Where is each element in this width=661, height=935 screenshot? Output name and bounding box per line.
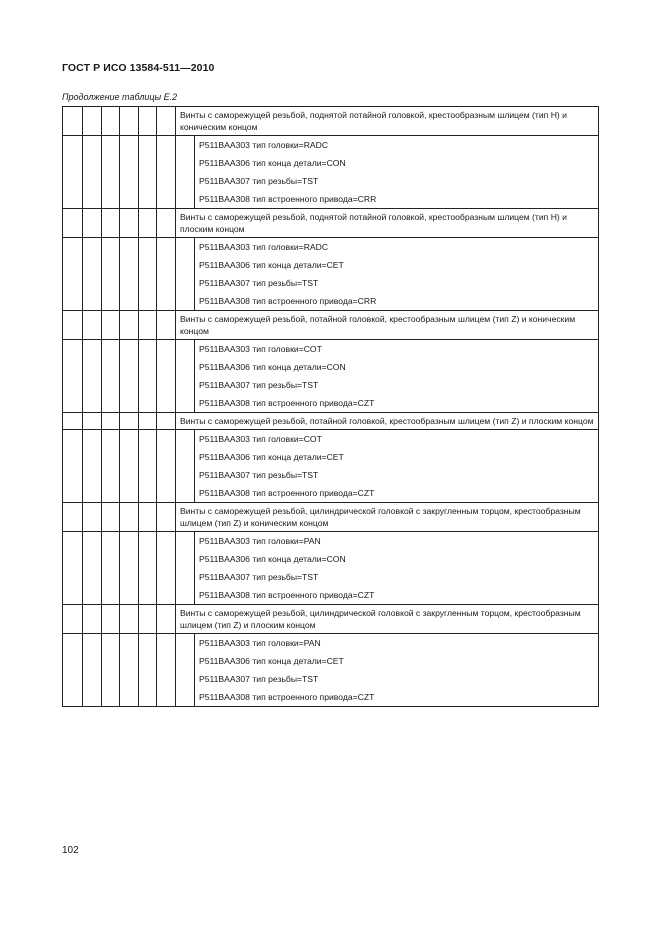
empty-cell (176, 238, 195, 311)
empty-cell (120, 107, 139, 136)
empty-cell (83, 605, 102, 634)
empty-cell (139, 503, 157, 532)
property-line: P511BAA308 тип встроенного привода=CRR (199, 296, 377, 306)
empty-cell (83, 311, 102, 340)
empty-cell (63, 311, 83, 340)
empty-cell (83, 634, 102, 707)
empty-cell (176, 634, 195, 707)
property-list (195, 238, 599, 311)
empty-cell (157, 634, 176, 707)
empty-cell (157, 340, 176, 413)
empty-cell (176, 532, 195, 605)
group-description: Винты с саморежущей резьбой, поднятой потайной головкой, крестообразным шлицем (тип H) и коническим концом (176, 107, 599, 136)
empty-cell (83, 238, 102, 311)
group-properties-row (63, 136, 599, 209)
property-line: P511BAA306 тип конца детали=CET (199, 452, 344, 462)
empty-cell (157, 311, 176, 340)
empty-cell (63, 503, 83, 532)
property-list (195, 634, 599, 707)
property-line: P511BAA308 тип встроенного привода=CZT (199, 488, 375, 498)
group-description-row (63, 107, 599, 136)
empty-cell (120, 605, 139, 634)
empty-cell (120, 413, 139, 430)
property-line: P511BAA307 тип резьбы=TST (199, 674, 319, 684)
group-description: Винты с саморежущей резьбой, поднятой потайной головкой, крестообразным шлицем (тип H) и плоским концом (176, 209, 599, 238)
empty-cell (139, 238, 157, 311)
group-properties-row (63, 634, 599, 707)
property-line: P511BAA303 тип головки=COT (199, 434, 322, 444)
group-description-row (63, 503, 599, 532)
empty-cell (120, 340, 139, 413)
property-line: P511BAA308 тип встроенного привода=CZT (199, 692, 375, 702)
property-list (195, 532, 599, 605)
empty-cell (83, 136, 102, 209)
empty-cell (63, 107, 83, 136)
group-properties-row (63, 340, 599, 413)
empty-cell (157, 136, 176, 209)
empty-cell (157, 430, 176, 503)
group-description: Винты с саморежущей резьбой, потайной головкой, крестообразным шлицем (тип Z) и коническим концом (176, 311, 599, 340)
property-list (195, 430, 599, 503)
empty-cell (63, 430, 83, 503)
empty-cell (63, 209, 83, 238)
empty-cell (63, 413, 83, 430)
empty-cell (102, 340, 120, 413)
empty-cell (157, 503, 176, 532)
property-line: P511BAA307 тип резьбы=TST (199, 380, 319, 390)
page-number: 102 (62, 845, 79, 856)
property-line: P511BAA308 тип встроенного привода=CZT (199, 398, 375, 408)
empty-cell (63, 605, 83, 634)
property-line: P511BAA307 тип резьбы=TST (199, 278, 319, 288)
property-list (195, 136, 599, 209)
empty-cell (83, 430, 102, 503)
empty-cell (157, 413, 176, 430)
specification-table (62, 106, 599, 707)
empty-cell (139, 634, 157, 707)
empty-cell (63, 340, 83, 413)
empty-cell (102, 634, 120, 707)
property-line: P511BAA303 тип головки=COT (199, 344, 322, 354)
empty-cell (120, 532, 139, 605)
property-line: P511BAA303 тип головки=PAN (199, 536, 321, 546)
property-line: P511BAA303 тип головки=RADC (199, 242, 329, 252)
empty-cell (176, 340, 195, 413)
empty-cell (139, 532, 157, 605)
empty-cell (120, 430, 139, 503)
group-description: Винты с саморежущей резьбой, потайной головкой, крестообразным шлицем (тип Z) и плоским концом (176, 413, 599, 430)
group-properties-row (63, 238, 599, 311)
empty-cell (102, 107, 120, 136)
empty-cell (120, 136, 139, 209)
group-description-row (63, 413, 599, 430)
empty-cell (102, 209, 120, 238)
property-line: P511BAA307 тип резьбы=TST (199, 176, 319, 186)
empty-cell (102, 238, 120, 311)
property-line: P511BAA303 тип головки=PAN (199, 638, 321, 648)
property-line: P511BAA308 тип встроенного привода=CRR (199, 194, 377, 204)
empty-cell (139, 107, 157, 136)
empty-cell (176, 430, 195, 503)
empty-cell (139, 209, 157, 238)
empty-cell (176, 136, 195, 209)
group-description-row (63, 209, 599, 238)
group-properties-row (63, 532, 599, 605)
empty-cell (120, 311, 139, 340)
empty-cell (139, 430, 157, 503)
empty-cell (63, 238, 83, 311)
empty-cell (139, 311, 157, 340)
property-line: P511BAA306 тип конца детали=CON (199, 158, 346, 168)
empty-cell (63, 634, 83, 707)
empty-cell (63, 136, 83, 209)
property-line: P511BAA303 тип головки=RADC (199, 140, 329, 150)
empty-cell (102, 503, 120, 532)
empty-cell (83, 209, 102, 238)
empty-cell (102, 532, 120, 605)
empty-cell (139, 605, 157, 634)
empty-cell (139, 340, 157, 413)
group-description-row (63, 605, 599, 634)
group-description: Винты с саморежущей резьбой, цилиндрической головкой с закругленным торцом, крестообразным шлицем (тип Z) и коническим концом (176, 503, 599, 532)
table-caption: Продолжение таблицы Е.2 (62, 92, 178, 102)
property-list (195, 340, 599, 413)
empty-cell (83, 532, 102, 605)
empty-cell (139, 136, 157, 209)
group-description: Винты с саморежущей резьбой, цилиндрической головкой с закругленным торцом, крестообразным шлицем (тип Z) и плоским концом (176, 605, 599, 634)
empty-cell (102, 311, 120, 340)
empty-cell (139, 413, 157, 430)
empty-cell (102, 605, 120, 634)
document-header: ГОСТ Р ИСО 13584-511—2010 (62, 62, 215, 74)
empty-cell (120, 209, 139, 238)
empty-cell (157, 605, 176, 634)
empty-cell (157, 238, 176, 311)
group-properties-row (63, 430, 599, 503)
empty-cell (83, 107, 102, 136)
empty-cell (157, 107, 176, 136)
property-line: P511BAA306 тип конца детали=CET (199, 656, 344, 666)
empty-cell (83, 413, 102, 430)
empty-cell (63, 532, 83, 605)
property-line: P511BAA308 тип встроенного привода=CZT (199, 590, 375, 600)
empty-cell (83, 340, 102, 413)
group-description-row (63, 311, 599, 340)
empty-cell (83, 503, 102, 532)
property-line: P511BAA306 тип конца детали=CON (199, 362, 346, 372)
table-body (63, 107, 599, 707)
property-line: P511BAA307 тип резьбы=TST (199, 572, 319, 582)
property-line: P511BAA306 тип конца детали=CET (199, 260, 344, 270)
empty-cell (157, 532, 176, 605)
empty-cell (157, 209, 176, 238)
empty-cell (120, 503, 139, 532)
empty-cell (120, 634, 139, 707)
empty-cell (102, 136, 120, 209)
property-line: P511BAA306 тип конца детали=CON (199, 554, 346, 564)
property-line: P511BAA307 тип резьбы=TST (199, 470, 319, 480)
empty-cell (102, 413, 120, 430)
empty-cell (102, 430, 120, 503)
empty-cell (120, 238, 139, 311)
